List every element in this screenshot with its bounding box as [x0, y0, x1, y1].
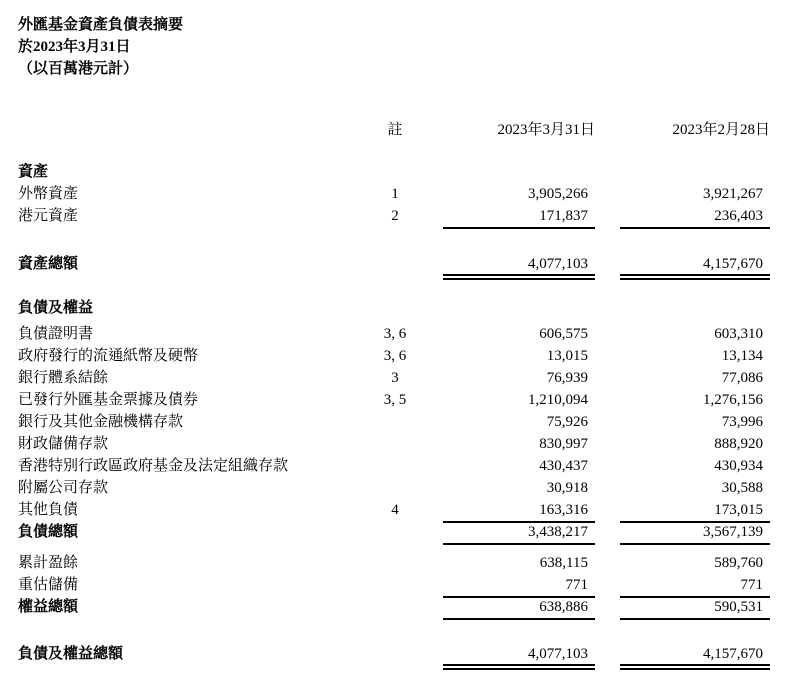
section-header-assets: [18, 161, 770, 183]
amount-col2: 77,086: [721, 370, 763, 386]
row-label: 負債及權益: [18, 300, 94, 316]
note-value: 3, 6: [383, 348, 407, 364]
table-row-other-liabilities: [18, 499, 770, 521]
as-at-date: 於2023年3月31日: [18, 39, 131, 55]
table-header-row: [18, 119, 770, 141]
table-row-hksar-funds-statutory-bodies: [18, 455, 770, 477]
row-label: 已發行外匯基金票據及債券: [18, 392, 199, 408]
note-value: 3, 5: [383, 392, 407, 408]
table-row-bank-deposits: [18, 411, 770, 433]
table-row-subsidiaries-deposits: [18, 477, 770, 499]
amount-col2: 4,157,670: [620, 644, 770, 670]
row-label: 財政儲備存款: [18, 436, 109, 452]
row-label: 港元資產: [18, 208, 79, 224]
table-row-hkd-assets: [18, 205, 770, 227]
amount-col2: 603,310: [714, 326, 763, 342]
table-row-total-liabilities-and-equity: [18, 644, 770, 670]
row-label: 外幣資產: [18, 186, 79, 202]
section-header-liabilities-equity: [18, 297, 770, 319]
table-row-total-equity: [18, 596, 770, 618]
amount-col1: 163,316: [443, 499, 595, 523]
row-label: 權益總額: [18, 599, 79, 615]
row-label: 資產: [18, 164, 49, 180]
note-value: 2: [391, 208, 399, 224]
amount-col2: 73,996: [721, 414, 763, 430]
note-value: 4: [391, 502, 399, 518]
amount-col1: 638,886: [443, 596, 595, 620]
amount-col2: 3,921,267: [703, 186, 763, 202]
table-row-foreign-currency-assets: [18, 183, 770, 205]
amount-col2: 1,276,156: [703, 392, 763, 408]
row-label: 資產總額: [18, 256, 79, 272]
amount-col1: 430,437: [539, 458, 588, 474]
note-value: 3, 6: [383, 326, 407, 342]
amount-col1: 830,997: [539, 436, 588, 452]
amount-col1: 4,077,103: [443, 254, 595, 280]
table-row-ef-bills-notes: [18, 389, 770, 411]
row-label: 香港特別行政區政府基金及法定組織存款: [18, 458, 289, 474]
amount-col2: 30,588: [721, 480, 763, 496]
amount-col1: 13,015: [546, 348, 588, 364]
amount-col1: 75,926: [546, 414, 588, 430]
amount-col2: 4,157,670: [620, 254, 770, 280]
row-label: 銀行體系結餘: [18, 370, 109, 386]
amount-col1: 3,905,266: [528, 186, 588, 202]
table-row-fiscal-reserves: [18, 433, 770, 455]
amount-col1: 638,115: [539, 555, 588, 571]
note-column-header: 註: [387, 122, 403, 138]
amount-col2: 173,015: [620, 499, 770, 523]
table-row-revaluation-reserve: [18, 574, 770, 596]
row-label: 負債及權益總額: [18, 646, 124, 662]
amount-col2: 3,567,139: [620, 521, 770, 545]
row-label: 重估儲備: [18, 577, 79, 593]
document-title-block: [18, 14, 770, 80]
column-header-current-date: 2023年3月31日: [497, 122, 595, 138]
note-value: 1: [391, 186, 399, 202]
table-row-certificates-of-indebtedness: [18, 323, 770, 345]
note-value: 3: [391, 370, 399, 386]
amount-col1: 606,575: [539, 326, 588, 342]
currency-unit-note: （以百萬港元計）: [18, 61, 139, 77]
amount-col1: 4,077,103: [443, 644, 595, 670]
amount-col1: 76,939: [546, 370, 588, 386]
amount-col2: 888,920: [714, 436, 763, 452]
table-row-total-assets: [18, 254, 770, 280]
row-label: 政府發行的流通紙幣及硬幣: [18, 348, 199, 364]
column-header-prior-date: 2023年2月28日: [672, 122, 770, 138]
amount-col2: 13,134: [721, 348, 763, 364]
row-label: 累計盈餘: [18, 555, 79, 571]
amount-col2: 236,403: [620, 205, 770, 229]
amount-col2: 589,760: [714, 555, 763, 571]
amount-col1: 3,438,217: [443, 521, 595, 545]
row-label: 其他負債: [18, 502, 79, 518]
table-row-banking-system-balance: [18, 367, 770, 389]
amount-col1: 1,210,094: [528, 392, 588, 408]
amount-col1: 771: [443, 574, 595, 598]
amount-col2: 771: [620, 574, 770, 598]
row-label: 附屬公司存款: [18, 480, 109, 496]
row-label: 銀行及其他金融機構存款: [18, 414, 184, 430]
table-row-total-liabilities: [18, 521, 770, 543]
amount-col1: 171,837: [443, 205, 595, 229]
table-row-accumulated-surplus: [18, 552, 770, 574]
page-title: 外匯基金資產負債表摘要: [18, 17, 184, 33]
row-label: 負債總額: [18, 524, 79, 540]
amount-col2: 590,531: [620, 596, 770, 620]
amount-col1: 30,918: [546, 480, 588, 496]
amount-col2: 430,934: [714, 458, 763, 474]
row-label: 負債證明書: [18, 326, 94, 342]
table-row-govt-notes-coins: [18, 345, 770, 367]
